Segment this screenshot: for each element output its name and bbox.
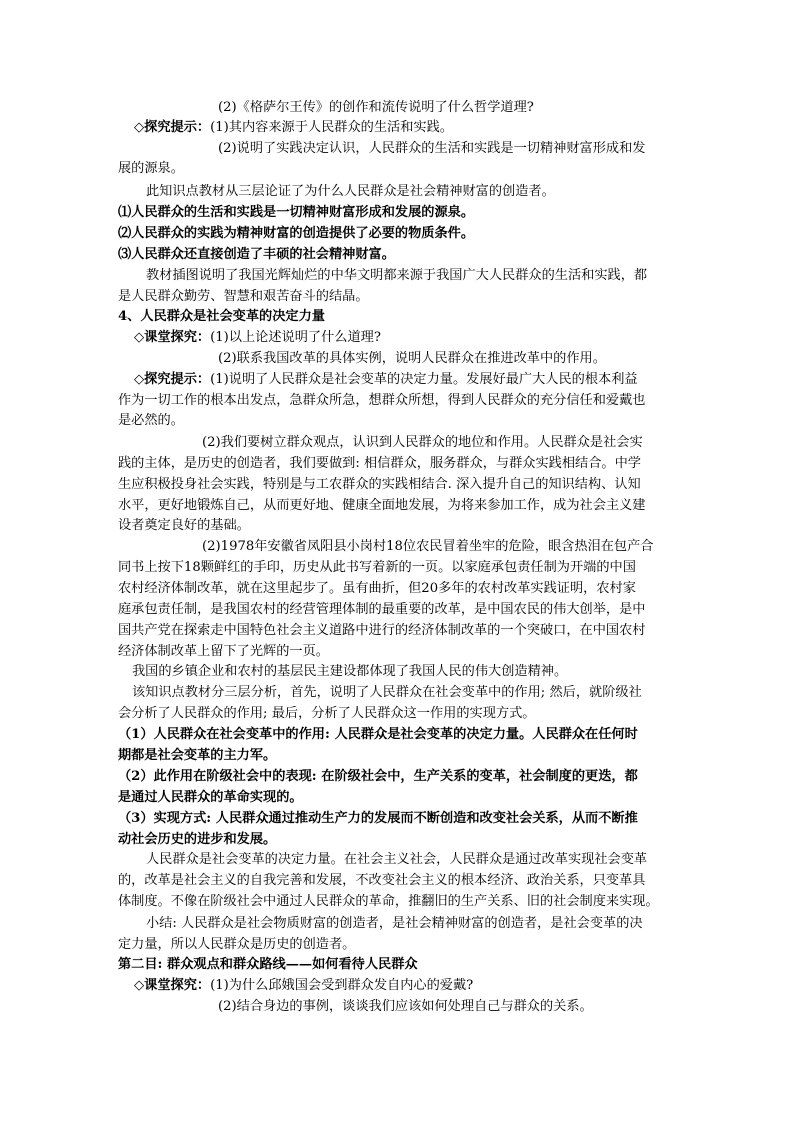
point-line: （3）实现方式: 人民群众通过推动生产力的发展而不断创造和改变社会关系，从而不断推 — [118, 811, 638, 826]
paragraph-line: 人民群众是社会变革的决定力量。在社会主义社会，人民群众是通过改革实现社会变革 — [146, 852, 648, 867]
paragraph-line: 展的源泉。 — [118, 161, 184, 176]
hint-line — [134, 370, 694, 390]
point-line: 是通过人民群众的革命实现的。 — [118, 790, 303, 805]
explore-text: (1)以上论述说明了什么道理? — [210, 330, 381, 345]
paragraph-line: 国共产党在探索走中国特色社会主义道路中进行的经济体制改革的一个突破口，在中国农村 — [118, 623, 646, 638]
point-line: ⑴人民群众的生活和实践是一切精神财富形成和发展的源泉。 — [118, 205, 475, 220]
explore-line — [134, 976, 694, 996]
summary-line: 定力量，所以人民群众是历史的创造者。 — [118, 937, 356, 952]
paragraph-line: 我国的乡镇企业和农村的基层民主建设都体现了我国人民的伟大创造精神。 — [132, 664, 568, 679]
hint-text: (1)其内容来源于人民群众的生活和实践。 — [210, 120, 453, 135]
paragraph-line: 的，改革是社会主义的自我完善和发展，不改变社会主义的根本经济、政治关系，只变革具 — [118, 873, 646, 888]
paragraph-line: 庭承包责任制，是我国农村的经营管理体制的最重要的改革，是中国农民的伟大创举，是中 — [118, 602, 646, 617]
hint-label: ◇探究提示： — [134, 120, 211, 135]
paragraph-line: (2)我们要树立群众观点，认识到人民群众的地位和作用。人民群众是社会实 — [202, 435, 643, 450]
explore-text: (1)为什么邱娥国会受到群众发自内心的爱戴? — [210, 978, 474, 993]
paragraph-line: 农村经济体制改革，就在这里起步了。虽有曲折，但20多年的农村改革实践证明，农村家 — [118, 581, 636, 596]
paragraph-line: 作为一切工作的根本出发点，急群众所急，想群众所想，得到人民群众的充分信任和爱戴也 — [118, 393, 646, 408]
section-heading: 第二目: 群众观点和群众路线——如何看待人民群众 — [118, 957, 418, 972]
explore-line — [134, 328, 694, 348]
point-line: （1）人民群众在社会变革中的作用: 人民群众是社会变革的决定力量。人民群众在任何时 — [118, 727, 638, 742]
point-line: ⑵人民群众的实践为精神财富的创造提供了必要的物质条件。 — [118, 226, 475, 241]
paragraph-line: 此知识点教材从三层论证了为什么人民群众是社会精神财富的创造者。 — [146, 184, 555, 199]
paragraph-line: 经济体制改革上留下了光辉的一页。 — [118, 644, 329, 659]
paragraph-line: 该知识点教材分三层分析，首先，说明了人民群众在社会变革中的作用; 然后，就阶级社 — [132, 685, 642, 700]
summary-line: 小结: 人民群众是社会物质财富的创造者，是社会精神财富的创造者，是社会变革的决 — [146, 916, 643, 931]
question-line: (2)《格萨尔王传》的创作和流传说明了什么哲学道理? — [218, 100, 534, 115]
point-line: （2）此作用在阶级社会中的表现: 在阶级社会中，生产关系的变革，社会制度的更迭，都 — [118, 769, 638, 784]
paragraph-line: 设者奠定良好的基础。 — [118, 518, 250, 533]
hint-line: (2)说明了实践决定认识，人民群众的生活和实践是一切精神财富形成和发 — [218, 141, 646, 156]
point-line: 期都是社会变革的主力军。 — [118, 748, 277, 763]
point-line: ⑶人民群众还直接创造了丰硕的社会精神财富。 — [118, 247, 395, 262]
explore-label: ◇课堂探究： — [134, 978, 211, 993]
explore-line: (2)联系我国改革的具体实例，说明人民群众在推进改革中的作用。 — [218, 351, 606, 366]
hint-text: (1)说明了人民群众是社会变革的决定力量。发展好最广大人民的根本利益 — [210, 372, 638, 387]
explore-label: ◇课堂探究： — [134, 330, 211, 345]
paragraph-line: 会分析了人民群众的作用; 最后，分析了人民群众这一作用的实现方式。 — [118, 706, 536, 721]
paragraph-line: 水平，更好地锻炼自己，从而更好地、健康全面地发展，为将来参加工作，成为社会主义建 — [118, 498, 646, 513]
paragraph-line: 是人民群众勤劳、智慧和艰苦奋斗的结晶。 — [118, 289, 369, 304]
hint-label: ◇探究提示： — [134, 372, 211, 387]
hint-line — [134, 118, 694, 138]
paragraph-line: 生应积极投身社会实践，特别是与工农群众的实践相结合. 深入提升自己的知识结构、认知 — [118, 477, 641, 492]
point-line: 动社会历史的进步和发展。 — [118, 832, 277, 847]
paragraph-line: (2)1978年安徽省凤阳县小岗村18位农民冒着坐牢的危险，眼含热泪在包产合 — [202, 539, 654, 554]
section-heading: 4、人民群众是社会变革的决定力量 — [118, 309, 325, 324]
paragraph-line: 体制度。不像在阶级社会中通过人民群众的革命，推翻旧的生产关系、旧的社会制度来实现。 — [118, 894, 659, 909]
paragraph-line: 同书上按下18颗鲜红的手印，历史从此书写着新的一页。以家庭承包责任制为开端的中国 — [118, 560, 636, 575]
paragraph-line: 是必然的。 — [118, 413, 184, 428]
paragraph-line: 教材插图说明了我国光辉灿烂的中华文明都来源于我国广大人民群众的生活和实践，都 — [146, 268, 648, 283]
explore-line: (2)结合身边的事例，谈谈我们应该如何处理自己与群众的关系。 — [218, 999, 593, 1014]
paragraph-line: 践的主体，是历史的创造者，我们要做到: 相信群众，服务群众，与群众实践相结合。中学 — [118, 456, 641, 471]
